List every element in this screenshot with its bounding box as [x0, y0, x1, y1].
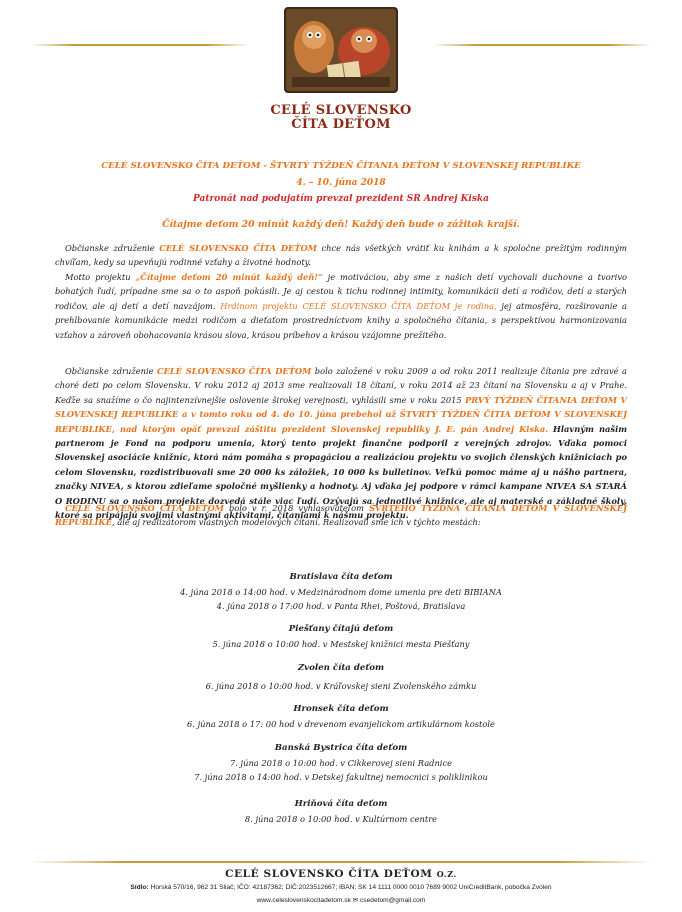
city-event: 7. júna 2018 o 14:00 hod. v Detskej fakultnej nemocnici s poliklinikou: [194, 772, 488, 782]
motto-highlight: „Čítajme deťom 20 minút každý deň!“: [135, 272, 323, 282]
paragraph-text: jej atmosféra, rozširovanie a prehlbovanie komunikácie medzi rodičom a dieťaťom prostredníctvom knihy a spoločného čítania, s perspektívou harmonizovania vzťahov a zároveň obohacovania krásou slova, krásou príbehov a krásou vzájomne prežitého.: [55, 300, 627, 340]
city-name: Zvolen číta deťom: [297, 663, 385, 673]
city-event: 4. júna 2018 o 17:00 hod. v Panta Rhei, Poštová, Bratislava: [216, 601, 466, 611]
city-event: 7. júna 2018 o 10:00 hod. v Cikkerovej sieni Radnice: [229, 757, 453, 768]
event-dates: 4. – 10. júna 2018: [296, 178, 386, 188]
city-name: Hronsek číta deťom: [293, 704, 389, 714]
slogan: Čítajme deťom 20 minút každý deň! Každý deň bude o zážitok krajší.: [162, 219, 520, 230]
footer-org-title: CELÉ SLOVENSKO ČÍTA DEŤOM: [225, 868, 433, 880]
city-banska-bystrica: [40, 741, 642, 785]
org-name-highlight: CELÉ SLOVENSKO ČÍTA DEŤOM: [156, 366, 312, 376]
footer-address: [20, 884, 662, 891]
paragraph-text: Motto projektu: [65, 272, 136, 282]
paragraph-cities-intro: [55, 501, 627, 530]
footer-address-text: Horská 570/16, 962 31 Sliač; IČO: 42187362; DIČ:2023512667; IBAN: SK 14 1111 0000 0010 7689 9002 UniCreditBank, pobočka Zvolen: [148, 884, 552, 891]
week-highlight: ŠVRTÉHO TÝŽDŇA ČÍTANIA DEŤOM V SLOVENSKEJ REPUBLIKE: [55, 503, 627, 528]
org-name-highlight: CELÉ SLOVENSKO ČÍTA DEŤOM: [65, 503, 224, 513]
org-name-highlight: CELÉ SLOVENSKO ČÍTA DEŤOM: [159, 243, 317, 253]
city-name: Bratislava číta deťom: [289, 572, 393, 582]
paragraph-text: Občianske združenie: [65, 243, 160, 253]
document-title: CELÉ SLOVENSKO ČÍTA DEŤOM - ŠTVRTÝ TÝŽDEŇ ČÍTANIA DEŤOM V SLOVENSKEJ REPUBLIKE: [101, 161, 581, 171]
city-event: 8. júna 2018 o 10:00 hod. v Kultúrnom centre: [244, 813, 438, 824]
paragraph-text: chce nás všetkých vrátiť ku knihám a k spoločne prežitým rodinným chvíľam, kedy sa upevňujú rodinné vzťahy a životné hodnoty.: [55, 243, 627, 268]
paragraph-motto: [55, 270, 627, 342]
footer-ornament: [30, 861, 652, 863]
city-event: 5. júna 2018 o 10:00 hod. v Mestskej knižnici mesta Piešťany: [212, 638, 470, 649]
logo-title-line1: CELÉ SLOVENSKO: [270, 103, 412, 118]
paragraph-text: je motiváciou, aby sme z našich detí vychovali duchovne a tvorivo bohatých ľudí, prípadne sme sa o to aspoň pokúsili. Je aj cestou k tichu rodinnej intimity, komunikácii detí a rodičov, detí a starých rodičov, ale aj detí a detí navzájom.: [55, 272, 628, 311]
footer-contact[interactable]: www.celeslovenskocitadetom.sk ✉ csedetom@gmail.com: [256, 897, 426, 904]
paragraph-text: Občianske združenie: [65, 366, 157, 376]
city-event: 4. júna 2018 o 14:00 hod. v Medzinárodnom dome umenia pre deti BIBIANA: [180, 586, 502, 597]
header-ornament-right: [432, 44, 652, 46]
city-hronsek: [40, 702, 642, 731]
city-piestany: [40, 622, 642, 651]
logo-title-line2: ČÍTA DEŤOM: [291, 117, 391, 132]
footer-org-suffix: O.Z.: [436, 869, 457, 879]
city-name: Hriňová číta deťom: [294, 799, 388, 809]
city-event: 6. júna 2018 o 17: 00 hod v drevenom evanjelickom artikulárnom kostole: [187, 718, 495, 729]
city-name: Piešťany čítajú deťom: [288, 624, 394, 634]
paragraph-text: bolo v r. 2018 vyhlasovateľom: [223, 503, 369, 513]
paragraph-history: [55, 364, 627, 522]
paragraph-text: bolo založené v roku 2009 a od roku 2011 realizuje čítania pre zdravé a choré deti po celom Slovensku. V roku 2012 aj 2013 sme realizovali 18 čítaní, v roku 2014 až 23 čítaní na Slovensku a aj v Prahe. Keďže sa snažíme o čo najintenzívnejšie oslovenie širokej verejnosti, vyhlásili sme v roku 2015: [55, 366, 627, 405]
paragraph-intro: [55, 241, 627, 270]
paragraph-partners: Hlavným našim partnerom je Fond na podporu umenia, ktorý tento projekt finančne podporil z verejných zdrojov. Vďaka pomoci Slovenskej asociácie knižníc, ktorá nám pomáha s propagáciou a realizáciou projektu vo svojich členských knižniciach po celom Slovensku, rozdistribuovali sme 20 000 ks záložiek, 10 000 ks bulletinov. Veľkú pomoc máme aj u nášho partnera, značky NIVEA, s ktorou zdieľame spoločné myšlienky a hodnoty. Aj vďaka jej podpore v rámci kampane NIVEA SA STARÁ O RODINU sa o našom projekte dozvedá stále viac ľudí. Ozývajú sa jednotlivé knižnice, ale aj materské a základné školy, ktoré sa pripájajú svojimi vlastnými aktivitami, čítaniami k nášmu projektu.: [55, 423, 628, 521]
city-bratislava: [40, 570, 642, 614]
logo-illustration: [284, 7, 398, 93]
city-hrinova: [40, 797, 642, 826]
footer-address-label: Sídlo:: [130, 884, 149, 891]
city-event: 6. júna 2018 o 10:00 hod. v Kráľovskej sieni Zvolenského zámku: [205, 680, 477, 691]
city-name: Banská Bystrica číta deťom: [274, 743, 408, 753]
patronage-line: Patronát nad podujatím prevzal prezident SR Andrej Kiska: [193, 194, 489, 204]
header-ornament-left: [30, 44, 250, 46]
city-zvolen: [40, 661, 642, 693]
paragraph-text: , ale aj realizátorom vlastných modelových čítaní. Realizovali sme ich v týchto mestách:: [111, 517, 481, 528]
logo-wordmark: [250, 104, 432, 132]
hero-highlight: Hrdinom projektu CELÉ SLOVENSKO ČÍTA DEŤOM je rodina,: [220, 300, 497, 311]
footer-org-name: [40, 868, 642, 880]
week-highlight: PRVÝ TÝŽDEŇ ČÍTANIA DEŤOM V SLOVENSKEJ REPUBLIKE a v tomto roku od 4. do 10. júna prebehol už ŠTVRTÝ TÝŽDEŇ ČÍTIA DEŤOM V SLOVENSKEJ REPUBLIKE, nad ktorým opäť prevzal záštitu prezident Slovenskej republiky J. E. pán Andrej Kiska.: [55, 394, 627, 434]
